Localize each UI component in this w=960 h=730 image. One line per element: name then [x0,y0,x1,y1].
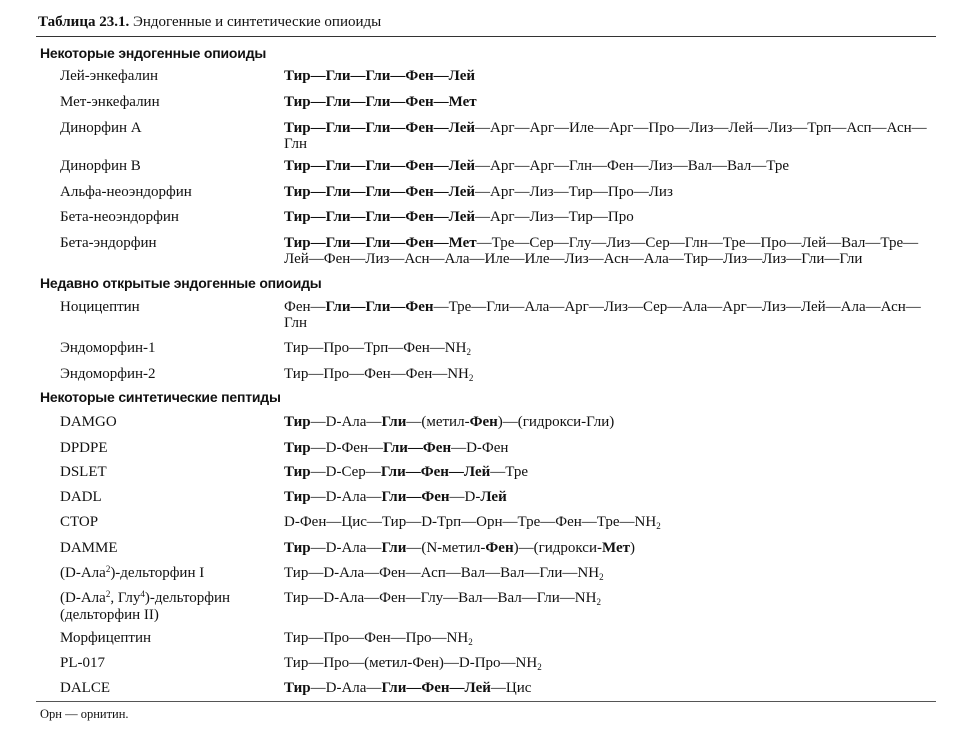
peptide-name: Бета-неоэндорфин [60,209,179,225]
residues: —Арг—Лиз—Тир—Про—Лиз [475,184,673,200]
residues: —D-Фен [451,440,509,456]
sub-script: 2 [599,572,604,582]
bold-residues: Тир—Гли—Гли—Фен—Мет [284,235,477,251]
bold-residues: Тир—Гли—Гли—Фен—Лей [284,120,475,136]
peptide-name: Эндоморфин-2 [60,366,156,382]
amino-acid-sequence [284,514,934,530]
peptide-name: DALCE [60,680,110,696]
bold-residues: Тир [284,489,311,505]
residues: )—(гидрокси-Гли) [497,414,615,430]
bold-residues: Гли—Фен—Лей [381,680,491,696]
residues: (D-Ала [60,565,106,581]
residues: —D-Фен— [310,440,383,456]
sub-script: 2 [656,521,661,531]
residues: Лей—Фен—Лиз—Асн—Ала—Иле—Иле—Лиз—Асн—Ала—Тир—Лиз—Лиз—Гли—Гли [284,251,863,267]
residues: Тир—D-Ала—Фен—Глу—Вал—Вал—Гли—NH [284,590,597,606]
section-heading: Некоторые эндогенные опиоиды [40,45,267,61]
peptide-name: Эндоморфин-1 [60,340,156,356]
table-title [38,14,381,31]
amino-acid-sequence [284,464,934,480]
amino-acid-sequence [284,158,934,174]
residues: )-дельторфин I [110,565,205,581]
bold-residues: Гли—Гли—Фен [325,299,434,315]
footnote: Орн — орнитин. [40,707,129,721]
residues: —D- [449,489,481,505]
sub-script: 2 [468,373,474,383]
residues: —Арг—Лиз—Тир—Про [475,209,634,225]
amino-acid-sequence [284,340,934,356]
bold-residues: Тир [284,540,311,556]
bold-residues: Фен [485,540,514,556]
residues: Глн [284,136,308,152]
bold-residues: Тир—Гли—Гли—Фен—Лей [284,68,475,84]
residues: Тир—Про—Трп—Фен—NH [284,340,467,356]
amino-acid-sequence [284,209,934,225]
bold-residues: Тир [284,680,311,696]
sub-script: 2 [537,662,542,672]
peptide-name: Мет-энкефалин [60,94,160,110]
sub-script: 2 [466,347,471,357]
sub-script: 2 [468,637,473,647]
amino-acid-sequence [284,235,934,267]
bold-residues: Тир—Гли—Гли—Фен—Лей [284,184,475,200]
peptide-name: Морфицептин [60,630,152,646]
amino-acid-sequence [284,68,934,84]
peptide-name: DPDPE [60,440,108,456]
bold-residues: Гли [381,414,407,430]
amino-acid-sequence [284,440,934,456]
bold-residues: Тир—Гли—Гли—Фен—Мет [284,94,477,110]
sup-script: 2 [105,589,111,599]
amino-acid-sequence [284,655,934,671]
amino-acid-sequence [284,630,934,646]
bold-residues: Тир [284,414,311,430]
amino-acid-sequence [284,184,934,200]
residues: —(метил- [406,414,470,430]
bold-residues: Гли—Фен [383,440,452,456]
residues: —Арг—Арг—Глн—Фен—Лиз—Вал—Вал—Тре [475,158,789,174]
peptide-name [60,565,280,582]
peptide-name: DAMME [60,540,118,556]
table-number: Таблица 23.1. [38,14,130,30]
residues: Тир—Про—Фен—Про—NH [284,630,469,646]
bold-residues: Лей [480,489,507,505]
amino-acid-sequence [284,414,934,430]
residues: , Глу [110,590,141,606]
peptide-name: DAMGO [60,414,117,430]
amino-acid-sequence [284,94,934,110]
amino-acid-sequence [284,565,934,581]
bold-residues: Тир [284,440,311,456]
residues: —Цис [490,680,532,696]
bold-residues: Гли [381,540,407,556]
residues: (D-Ала [60,590,106,606]
peptide-name: DSLET [60,464,107,480]
residues: ) [630,540,635,556]
peptide-name: Лей-энкефалин [60,68,159,84]
peptide-name: Бета-эндорфин [60,235,157,251]
amino-acid-sequence [284,540,934,556]
residues: )—(гидрокси- [513,540,602,556]
residues: —D-Ала— [310,489,382,505]
residues: —(N-метил- [406,540,486,556]
residues: Тир—Про—Фен—Фен—NH [284,366,469,382]
amino-acid-sequence [284,680,934,696]
residues: —D-Ала— [310,540,382,556]
amino-acid-sequence [284,590,934,606]
residues: Фен— [284,299,326,315]
peptide-name: CTOP [60,514,99,530]
amino-acid-sequence [284,120,934,152]
amino-acid-sequence [284,489,934,505]
sup-script: 4 [140,589,145,599]
bold-residues: Фен [469,414,498,430]
peptide-name: PL-017 [60,655,105,671]
residues: —Тре—Гли—Ала—Арг—Лиз—Сер—Ала—Арг—Лиз—Лей—Ала—Асн— [433,299,921,315]
bottom-rule [36,701,936,702]
section-heading: Недавно открытые эндогенные опиоиды [40,275,322,291]
sup-script: 2 [105,564,111,574]
peptide-name: Динорфин А [60,120,142,136]
residues: —Тре—Сер—Глу—Лиз—Сер—Глн—Тре—Про—Лей—Вал—Тре— [476,235,919,251]
bold-residues: Тир [284,464,311,480]
peptide-name: Альфа-неоэндорфин [60,184,192,200]
residues: —D-Сер— [310,464,381,480]
top-rule [36,36,936,37]
amino-acid-sequence [284,299,934,331]
table-caption: Эндогенные и синтетические опиоиды [129,14,382,30]
residues: —Тре [490,464,529,480]
peptide-name [60,590,280,624]
residues: —D-Ала— [310,414,382,430]
residues: Тир—D-Ала—Фен—Асп—Вал—Вал—Гли—NH [284,565,600,581]
residues: )-дельторфин [144,590,231,606]
peptide-name: Динорфин В [60,158,141,174]
residues: —Арг—Арг—Иле—Арг—Про—Лиз—Лей—Лиз—Трп—Асп—Асн— [475,120,927,136]
bold-residues: Мет [602,540,630,556]
section-heading: Некоторые синтетические пептиды [40,389,281,405]
residues: —D-Ала— [310,680,382,696]
residues: Тир—Про—(метил-Фен)—D-Про—NH [284,655,538,671]
bold-residues: Тир—Гли—Гли—Фен—Лей [284,209,475,225]
sub-script: 2 [596,597,601,607]
peptide-name: DADL [60,489,102,505]
bold-residues: Гли—Фен—Лей [380,464,491,480]
residues: (дельторфин II) [60,607,159,623]
residues: D-Фен—Цис—Тир—D-Трп—Орн—Тре—Фен—Тре—NH [284,514,657,530]
bold-residues: Гли—Фен [381,489,450,505]
residues: Глн [284,315,308,331]
bold-residues: Тир—Гли—Гли—Фен—Лей [284,158,475,174]
amino-acid-sequence [284,366,934,382]
peptide-name: Ноцицептин [60,299,140,315]
